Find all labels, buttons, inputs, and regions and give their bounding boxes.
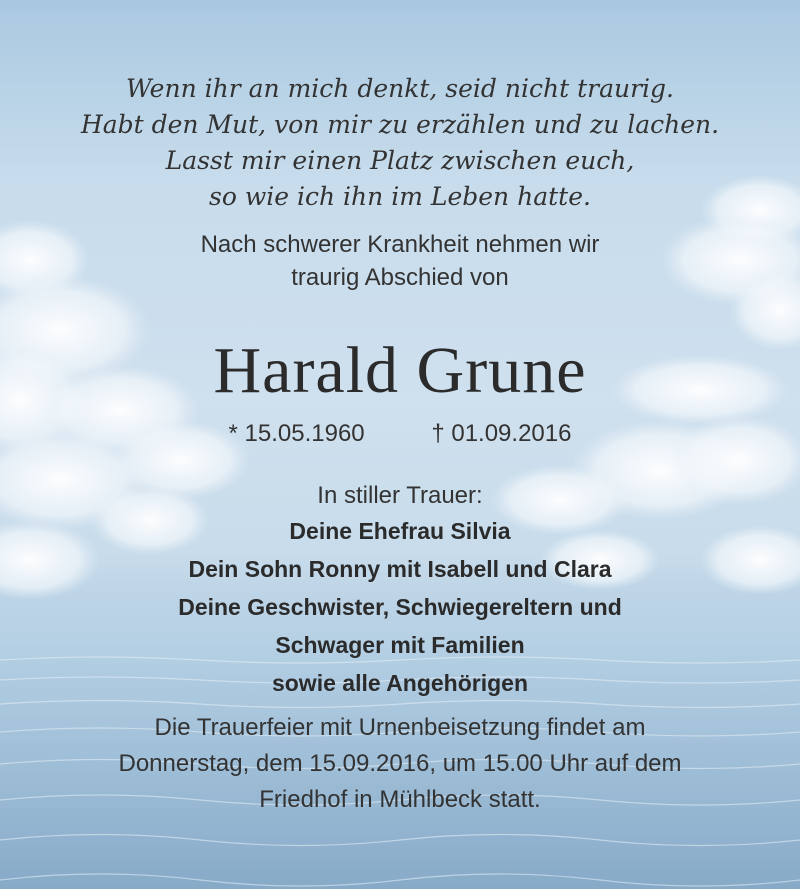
memorial-verse (0, 71, 800, 215)
announcement-intro (0, 228, 800, 294)
funeral-line: Friedhof in Mühlbeck statt. (259, 786, 541, 813)
death-date: † 01.09.2016 (431, 420, 572, 447)
funeral-line: Donnerstag, dem 15.09.2016, um 15.00 Uhr auf dem (118, 750, 682, 777)
intro-line: traurig Abschied von (291, 264, 509, 291)
mourners-list (0, 512, 800, 702)
mourner-line: sowie alle Angehörigen (271, 670, 529, 696)
funeral-line: Die Trauerfeier mit Urnenbeisetzung findet am (154, 714, 646, 741)
deceased-name: Harald Grune (213, 334, 587, 407)
life-dates (0, 418, 800, 450)
verse-line: so wie ich ihn im Leben hatte. (209, 182, 591, 211)
funeral-details (0, 710, 800, 818)
birth-date: * 15.05.1960 (228, 420, 365, 447)
mourner-line: Dein Sohn Ronny mit Isabell und Clara (188, 556, 612, 582)
mourner-line: Deine Ehefrau Silvia (289, 518, 511, 544)
mourner-line: Schwager mit Familien (275, 632, 525, 658)
intro-line: Nach schwerer Krankheit nehmen wir (200, 231, 600, 258)
verse-line: Wenn ihr an mich denkt, seid nicht traurig. (126, 74, 674, 103)
mourners-heading: In stiller Trauer: (317, 482, 483, 509)
mourner-line: Deine Geschwister, Schwiegereltern und (178, 594, 622, 620)
verse-line: Habt den Mut, von mir zu erzählen und zu lachen. (80, 110, 720, 139)
verse-line: Lasst mir einen Platz zwischen euch, (165, 146, 635, 175)
